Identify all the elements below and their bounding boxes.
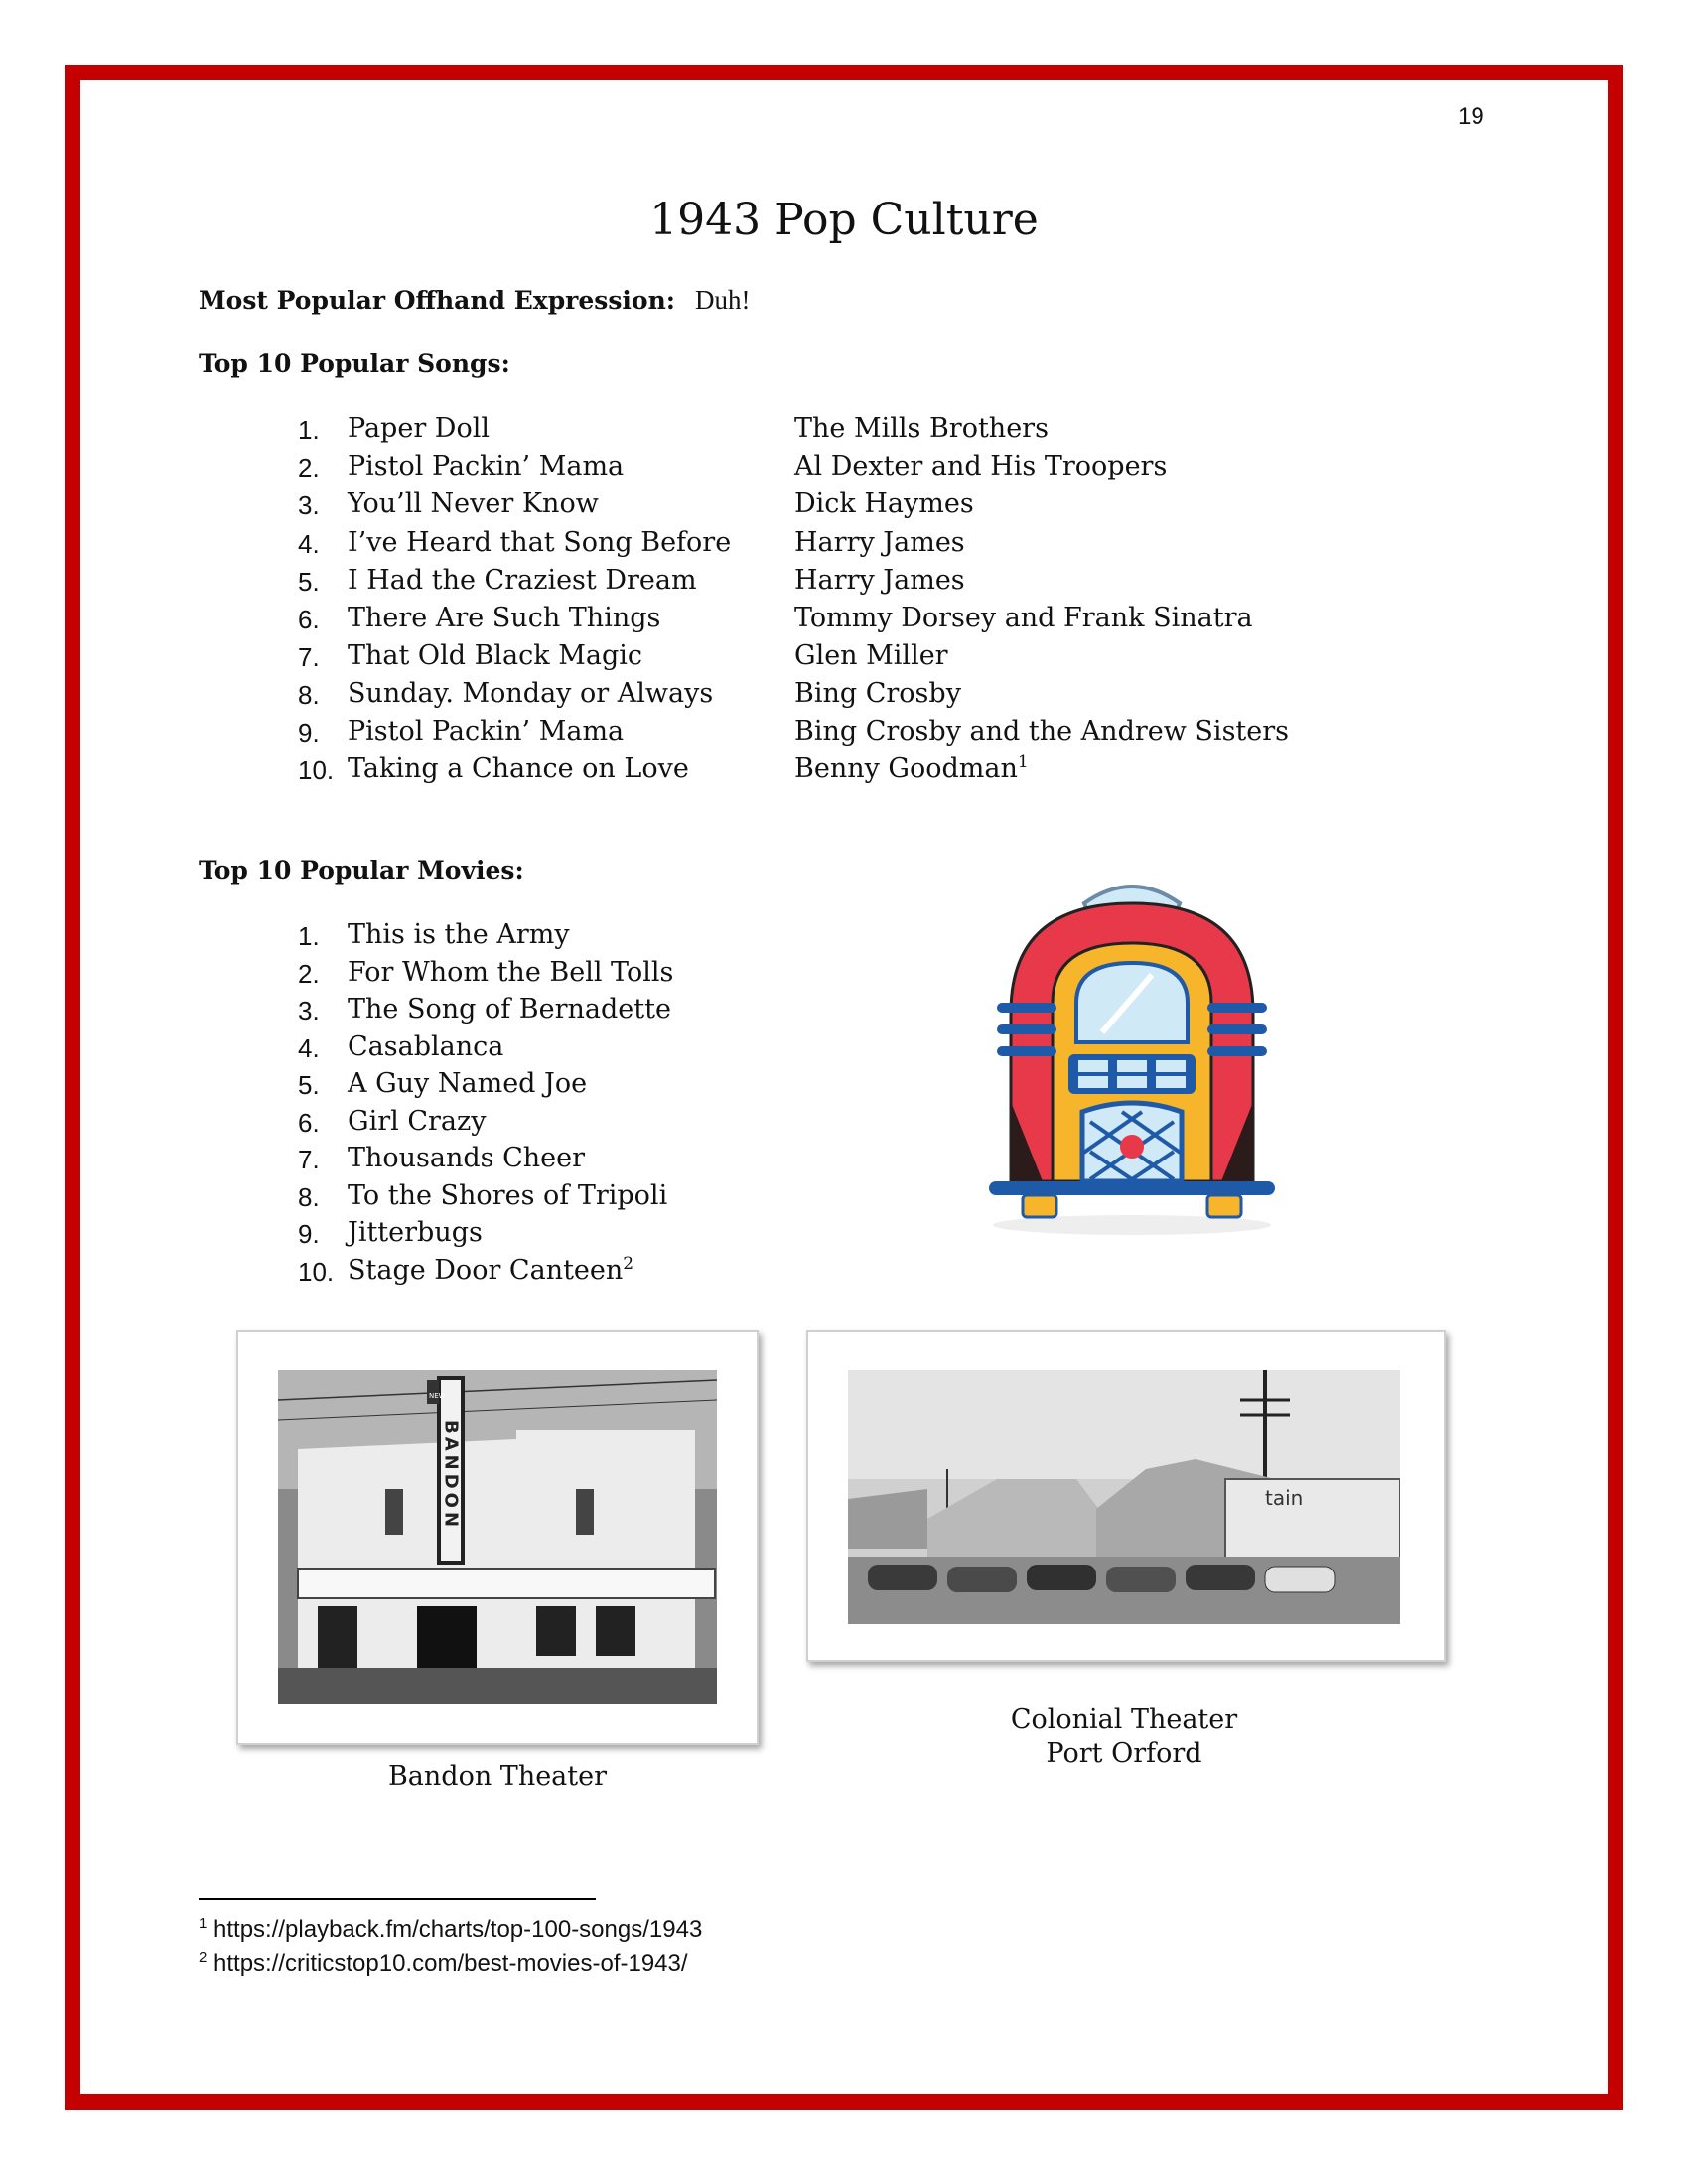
song-artist: The Mills Brothers — [794, 413, 1049, 444]
song-artist: Glen Miller — [794, 640, 948, 671]
item-number: 3. — [298, 490, 320, 520]
song-title: I Had the Craziest Dream — [348, 565, 697, 596]
expression-value: Duh! — [695, 285, 751, 315]
movie-title: For Whom the Bell Tolls — [348, 957, 674, 988]
movie-title: A Guy Named Joe — [348, 1068, 588, 1099]
movie-title: This is the Army — [348, 919, 570, 950]
footnote-divider — [199, 1898, 596, 1900]
item-number: 5. — [298, 1070, 320, 1100]
song-artist-name: Benny Goodman — [794, 753, 1018, 784]
movie-title — [348, 1255, 633, 1286]
bandon-theater-caption: Bandon Theater — [387, 1761, 608, 1792]
item-number: 1. — [298, 415, 320, 445]
song-artist: Harry James — [794, 527, 965, 558]
item-number: 2. — [298, 453, 320, 482]
footnote-1 — [199, 1916, 702, 1944]
item-number: 4. — [298, 529, 320, 559]
song-artist: Dick Haymes — [794, 488, 974, 519]
bandon-sign-text: BANDON — [440, 1420, 462, 1532]
page-title: 1943 Pop Culture — [649, 195, 1039, 245]
bandon-theater-photo-card — [236, 1330, 759, 1745]
footnote-number: 1 — [199, 1915, 208, 1932]
colonial-caption-line2: Port Orford — [1046, 1738, 1202, 1769]
movie-title: Jitterbugs — [348, 1217, 483, 1248]
song-title: Taking a Chance on Love — [348, 753, 689, 784]
bandon-theater-photo — [278, 1370, 717, 1704]
item-number: 2. — [298, 959, 320, 989]
item-number: 10. — [298, 755, 335, 785]
item-number: 1. — [298, 921, 320, 951]
item-number: 9. — [298, 718, 320, 748]
movie-title: Girl Crazy — [348, 1106, 487, 1137]
song-title: There Are Such Things — [348, 603, 661, 633]
song-title: Pistol Packin’ Mama — [348, 451, 625, 481]
colonial-caption-line1: Colonial Theater — [1010, 1705, 1238, 1735]
jukebox-icon — [983, 864, 1281, 1241]
movie-title: The Song of Bernadette — [348, 994, 671, 1024]
item-number: 8. — [298, 1182, 320, 1212]
song-artist: Al Dexter and His Troopers — [794, 451, 1168, 481]
item-number: 5. — [298, 567, 320, 597]
songs-heading: Top 10 Popular Songs: — [199, 349, 510, 378]
song-title: Sunday. Monday or Always — [348, 678, 714, 709]
footnote-ref: 1 — [1017, 752, 1029, 772]
song-title: Pistol Packin’ Mama — [348, 716, 625, 747]
page-number: 19 — [1458, 103, 1484, 130]
colonial-theater-caption — [806, 1704, 1442, 1771]
footnote-2 — [199, 1950, 688, 1978]
colonial-sign-text: tain — [1265, 1486, 1304, 1510]
colonial-theater-photo — [848, 1370, 1400, 1624]
bandon-marquee-text: NEW — [429, 1392, 446, 1400]
colonial-theater-photo-card — [806, 1330, 1446, 1662]
item-number: 6. — [298, 605, 320, 634]
footnote-text: https://criticstop10.com/best-movies-of-1943/ — [213, 1950, 688, 1977]
item-number: 4. — [298, 1033, 320, 1063]
movie-title: Thousands Cheer — [348, 1143, 586, 1173]
song-title: I’ve Heard that Song Before — [348, 527, 732, 558]
movies-heading: Top 10 Popular Movies: — [199, 856, 524, 885]
song-artist: Tommy Dorsey and Frank Sinatra — [794, 603, 1253, 633]
footnote-text: https://playback.fm/charts/top-100-songs/1943 — [213, 1916, 703, 1943]
song-title: Paper Doll — [348, 413, 490, 444]
footnote-ref: 2 — [623, 1254, 634, 1274]
footnote-number: 2 — [199, 1949, 208, 1966]
song-title: That Old Black Magic — [348, 640, 642, 671]
item-number: 8. — [298, 680, 320, 710]
song-artist — [794, 753, 1029, 784]
song-artist: Bing Crosby and the Andrew Sisters — [794, 716, 1290, 747]
expression-label: Most Popular Offhand Expression: — [199, 286, 675, 315]
item-number: 9. — [298, 1219, 320, 1249]
movie-title-text: Stage Door Canteen — [348, 1255, 624, 1286]
song-title: You’ll Never Know — [348, 488, 599, 519]
movie-title: Casablanca — [348, 1031, 504, 1062]
item-number: 3. — [298, 996, 320, 1025]
song-artist: Harry James — [794, 565, 965, 596]
movie-title: To the Shores of Tripoli — [348, 1180, 668, 1211]
item-number: 7. — [298, 1145, 320, 1174]
song-artist: Bing Crosby — [794, 678, 961, 709]
item-number: 10. — [298, 1257, 335, 1287]
item-number: 7. — [298, 642, 320, 672]
item-number: 6. — [298, 1108, 320, 1138]
